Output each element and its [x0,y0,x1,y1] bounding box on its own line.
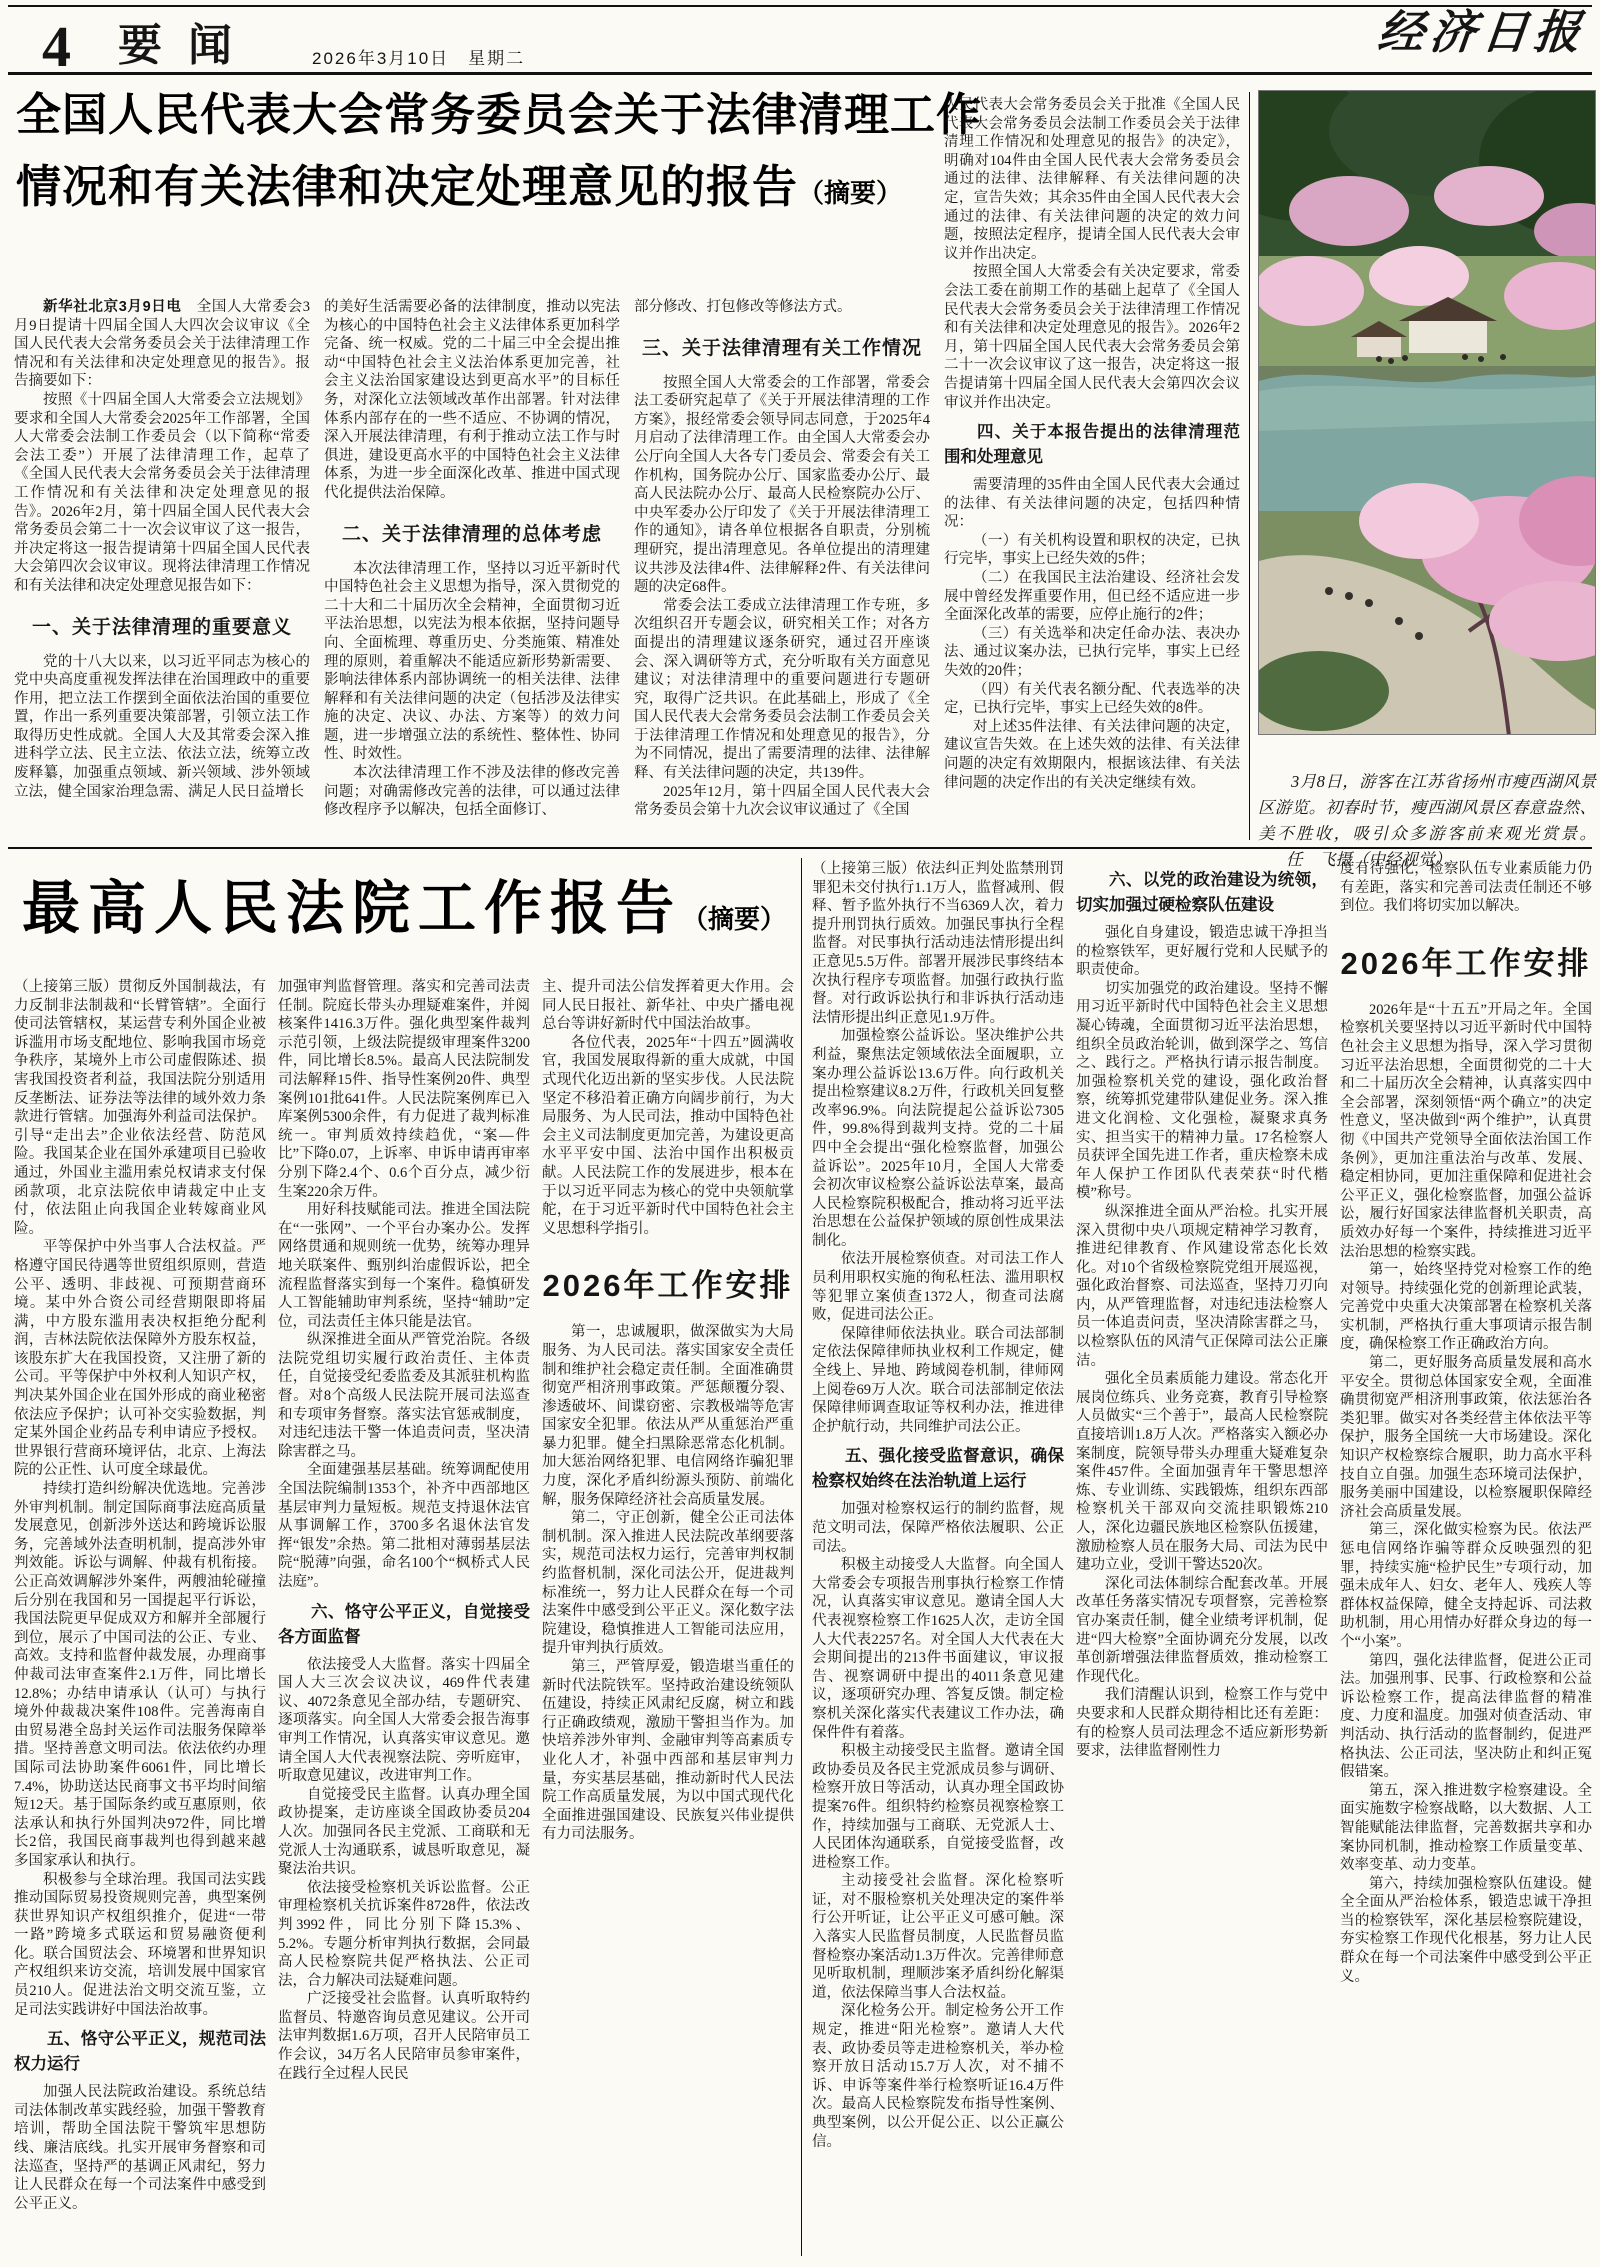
section-heading: 五、恪守公平正义，规范司法权力运行 [14,2030,266,2074]
body-paragraph: 平等保护中外当事人合法权益。严格遵守国民待遇等世贸组织原则，营造公平、透明、非歧视、可预期营商环境。某中外合资公司经营期限即将届满，中方股东滥用表决权拒绝分配利润，吉林法院依法保障外方股东权益，该股东扩大在我国投资，又注册了新的公司。平等保护中外权利人知识产权，判决某外国企业在国外形成的商业秘密依法应予保护；认可补交实验数据，判定某外国企业药品专利申请应予授权。世界银行营商环境评估，北京、上海法院的公正性、认可度全球最优。 [14,1239,266,1479]
body-paragraph: 人民代表大会常务委员会关于批准《全国人民代表大会常务委员会法制工作委员会关于法律清理工作情况和处理意见的报告》的决定》，明确对104件由全国人民代表大会常务委员会通过的法律、法律解释、有关法律问题的决定，宣告失效；其余35件由全国人民代表大会通过的法律、有关法律问题的决定的效力问题，按照法定程序，提请全国人民代表大会审议并作出决定。 [944,97,1240,262]
page-number: 4 [42,14,71,79]
spring-garden-photo-illustration [1259,91,1596,735]
section-heading: 六、恪守公平正义，自觉接受各方面监督 [278,1602,530,1646]
news-photo [1258,90,1596,735]
body-paragraph: 对上述35件法律、有关法律问题的决定，建议宣告失效。在上述失效的法律、有关法律问题的决定有效期限内，根据该法律、有关法律问题的决定作出的有关决定继续有效。 [944,718,1240,791]
body-paragraph: 全面建强基层基础。统筹调配使用全国法院编制1353个，补齐中西部地区基层审判力量短板。规范支持退休法官从事调解工作，3700多名退休法官发挥“银发”余热。第二批相对薄弱基层法院“脱薄”向强，命名100个“枫桥式人民法庭”。 [278,1462,530,1590]
body-paragraph: 加强对检察权运行的制约监督，规范文明司法，保障严格依法履职、公正司法。 [812,1501,1064,1555]
article3-column-1 [812,860,1064,2256]
section-heading: 六、以党的政治建设为统领，切实加强过硬检察队伍建设 [1076,871,1328,914]
body-paragraph: 第五，深入推进数字检察建设。全面实施数字检察战略，以大数据、人工智能赋能法律监督，完善数据共享和办案协同机制，推动检察工作质量变革、效率变革、动力变革。 [1340,1782,1592,1874]
top-rule [8,5,1592,7]
body-paragraph: 第六，持续加强检察队伍建设。健全全面从严治检体系，锻造忠诚干净担当的检察铁军，深化基层检察院建设，夯实检察工作现代化根基，努力让人民群众在每一个司法案件中感受到公平正义。 [1340,1875,1592,1985]
article1-column-2 [324,298,620,838]
body-paragraph: 深化检务公开。制定检务公开工作规定，推进“阳光检察”。邀请人大代表、政协委员等走进检察机关，举办检察开放日活动15.7万人次，对不捕不诉、申诉等案件举行检察听证16.4万件次。最高人民检察院发布指导性案例、典型案例，以公开促公正、以公正赢公信。 [812,2003,1064,2150]
body-paragraph: （二）在我国民主法治建设、经济社会发展中曾经发挥重要作用，但已经不适应进一步全面深化改革的需要，应停止施行的2件； [944,570,1240,624]
body-paragraph: 需要清理的35件由全国人民代表大会通过的法律、有关法律问题的决定，包括四种情况： [944,477,1240,531]
article2-column-3 [542,978,794,2256]
section-heading: 二、关于法律清理的总体考虑 [341,523,602,545]
body-paragraph: 第二，更好服务高质量发展和高水平安全。贯彻总体国家安全观，全面准确贯彻宽严相济刑事政策，依法惩治各类犯罪。做实对各类经营主体依法平等保护，服务全国统一大市场建设。深化知识产权检察综合履职，助力高水平科技自立自强。加强生态环境司法保护，服务美丽中国建设，以检察履职保障经济社会高质量发展。 [1340,1355,1592,1520]
body-paragraph: 第一，忠诚履职，做深做实为大局服务、为人民司法。落实国家安全责任制和维护社会稳定责任制。全面准确贯彻宽严相济刑事政策。严惩颠覆分裂、渗透破坏、间谍窃密、宗教极端等危害国家安全犯罪。依法从严从重惩治严重暴力犯罪。健全扫黑除恶常态化机制。加大惩治网络犯罪、电信网络诈骗犯罪力度，深化矛盾纠纷源头预防、前端化解，服务保障经济社会高质量发展。 [542,1324,794,1508]
body-paragraph: 自觉接受民主监督。认真办理全国政协提案，走访座谈全国政协委员204人次。加强同各民主党派、工商联和无党派人士沟通联系，诚恳听取意见，凝聚法治共识。 [278,1786,530,1878]
headline-suffix: （摘要） [798,178,903,208]
body-paragraph: 加强人民法院政治建设。系统总结司法体制改革实践经验，加强干警教育培训，帮助全国法院干警筑牢思想防线、廉洁底线。扎实开展审务督察和司法巡查，坚持严的基调正风肃纪，努力让人民群众在每一个司法案件中感受到公平正义。 [14,2084,266,2212]
body-paragraph: 新华社北京3月9日电 全国人大常委会3月9日提请十四届全国人大四次会议审议《全国人民代表大会常务委员会关于法律清理工作情况和有关法律和决定处理意见的报告》。报告摘要如下： [14,299,310,390]
article-divider [801,858,802,2256]
article2-column-1 [14,978,266,2256]
body-paragraph: 广泛接受社会监督。认真听取特约监督员、特邀咨询员意见建议。公开司法审判数据1.6万项，召开人民陪审员工作会议，34万名人民陪审员参审案件，在践行全过程人民民 [278,1991,530,2082]
body-paragraph: （三）有关选举和决定任命办法、表决办法、通过议案办法，已执行完毕，事实上已经失效的20件； [944,625,1240,680]
body-paragraph: 我们清醒认识到，检察工作与党中央要求和人民群众期待相比还有差距：有的检察人员司法理念不适应新形势新要求，法律监督刚性力 [1076,1687,1328,1760]
section-heading: 2026年工作安排 [542,1268,794,1304]
body-paragraph: 积极主动接受人大监督。向全国人大常委会专项报告刑事执行检察工作情况，认真落实审议意见。邀请全国人大代表视察检察工作1625人次，走访全国人大代表2257名。对全国人大代表在大会期间提出的213件书面建议，审议报告、视察调研中提出的4011条意见建议，逐项研究办理、答复反馈。制定检察机关深化落实代表建议工作办法，确保件件有着落。 [812,1557,1064,1741]
article2-column-2 [278,978,530,2256]
body-paragraph: 依法接受人大监督。落实十四届全国人大三次会议决议，469件代表建议、4072条意见全部办结，专题研究、逐项落实。向全国人大常委会报告海事审判工作情况，认真落实审议意见。邀请全国人大代表视察法院、旁听庭审，听取意见建议，改进审判工作。 [278,1656,530,1785]
body-paragraph: （一）有关机构设置和职权的决定，已执行完毕，事实上已经失效的5件； [944,532,1240,568]
body-paragraph: 常委会法工委成立法律清理工作专班，多次组织召开专题会议，研究相关工作；对各方面提出的清理建议逐条研究，通过召开座谈会、深入调研等方式，充分听取有关方面意见建议；对法律清理中的重要问题进行专题研究，取得广泛共识。在此基础上，形成了《全国人民代表大会常务委员会法制工作委员会关于法律清理工作情况和处理意见的报告》，分为不同情况，提出了需要清理的法律、法律解释、有关法律问题的决定，共139件。 [634,597,930,782]
headline-line1: 全国人民代表大会常务委员会关于法律清理工作 [16,89,983,140]
body-paragraph: 按照全国人大常委会有关决定要求，常委会法工委在前期工作的基础上起草了《全国人民代表大会常务委员会关于法律清理工作情况和有关法律和决定处理意见的报告》。2026年2月，第十四届全国人民代表大会常务委员会第二十一次会议审议了这一报告，决定将这一报告提请第十四届全国人民代表大会第四次会议审议并作出决定。 [944,264,1240,411]
body-paragraph: 主动接受社会监督。深化检察听证，对不服检察机关处理决定的案件举行公开听证，让公平正义可感可触。深入落实人民监督员制度，人民监督员监督检察办案活动1.3万件次。完善律师意见听取机制，理顺涉案矛盾纠纷化解渠道，依法保障当事人合法权益。 [812,1873,1064,2001]
article1-column-3 [634,298,930,838]
body-paragraph: 积极主动接受民主监督。邀请全国政协委员及各民主党派成员参与调研、检察开放日等活动，认真办理全国政协提案76件。组织特约检察员视察检察工作，持续加强与工商联、无党派人士、人民团体沟通联系，自觉接受监督，改进检察工作。 [812,1743,1064,1871]
article2-headline: 最高人民法院工作报告（摘要） [21,876,787,941]
body-paragraph: 加强审判监督管理。落实和完善司法责任制。院庭长带头办理疑难案件，并阅核案件1416.3万件。强化典型案件裁判示范引领，上级法院提级审理案件3200件，同比增长8.5%。最高人民法院制发司法解释15件、指导性案例20件、典型案例101批641件。人民法院案例库已入库案例5300余件，有力促进了裁判标准统一。审判质效持续趋优，“案—件比”下降0.07，上诉率、申诉申请再审率分别下降2.4个、0.6个百分点，减少衍生案220余万件。 [278,979,530,1200]
body-paragraph: 2026年是“十五五”开局之年。全国检察机关要坚持以习近平新时代中国特色社会主义思想为指导，深入学习贯彻习近平法治思想，全面贯彻党的二十大和二十届历次全会精神，认真落实四中全会部署，深刻领悟“两个确立”的决定性意义，坚决做到“两个维护”，认真贯彻《中国共产党领导全面依法治国工作条例》，更加注重法治与改革、发展、稳定相协同，更加注重保障和促进社会公平正义，强化检察监督，加强公益诉讼，履行好国家法律监督机关职责，高质效办好每一个案件，持续推进习近平法治思想的检察实践。 [1340,1001,1592,1260]
body-paragraph: 本次法律清理工作，坚持以习近平新时代中国特色社会主义思想为指导，深入贯彻党的二十大和二十届历次全会精神，全面贯彻习近平法治思想，以宪法为根本依据，坚持问题导向、全面梳理、尊重历史、分类施策、精准处理的原则，着重解决不能适应新形势新需要、影响法律体系内部协调统一的相关法律、法律解释和有关法律问题的决定（包括涉及法律实施的决定、决议、办法、方案等）的效力问题，进一步增强立法的系统性、整体性、协同性、时效性。 [324,560,620,763]
body-paragraph: 各位代表，2025年“十四五”圆满收官，我国发展取得新的重大成就，中国式现代化迈出新的坚实步伐。人民法院坚定不移沿着正确方向阔步前行，为大局服务、为人民司法，推动中国特色社会主义司法制度更加完善，为建设更高水平平安中国、法治中国作出积极贡献。人民法院工作的发展进步，根本在于以习近平同志为核心的党中央领航掌舵，在于习近平新时代中国特色社会主义思想科学指引。 [542,1034,794,1237]
section-divider-rule [8,847,1592,849]
article3-column-2 [1076,860,1328,2256]
body-paragraph: 深化司法体制综合配套改革。开展改革任务落实情况专项督察，完善检察官办案责任制，健全业绩考评机制，促进“四大检察”全面协调充分发展，以改革创新增强法律监督质效，推动检察工作现代化。 [1076,1575,1328,1685]
newspaper-masthead: 经济日报 [1375,7,1589,58]
body-paragraph: 第三，严管厚爱，锻造堪当重任的新时代法院铁军。坚持政治建设统领队伍建设，持续正风肃纪反腐，树立和践行正确政绩观，激励干警担当作为。加快培养涉外审判、金融审判等高素质专业化人才，补强中西部和基层审判力量，夯实基层基础，推动新时代人民法院工作高质量发展，为以中国式现代化全面推进强国建设、民族复兴伟业提供有力司法服务。 [542,1659,794,1843]
section-heading: 2026年工作安排 [1340,945,1592,981]
body-paragraph: （上接第三版）依法纠正判处监禁刑罚罪犯未交付执行1.1万人，监督减刑、假释、暂予监外执行不当6369人次，着力提升刑罚执行质效。加强民事执行全程监督。对民事执行活动违法情形提出纠正意见5.5万件。部署开展涉民事终结本次执行程序专项监督。加强行政执行监督。对行政诉讼执行和非诉执行活动违法情形提出纠正意见1.9万件。 [812,861,1064,1026]
article1-column-4 [944,96,1240,838]
body-paragraph: 持续打造纠纷解决优选地。完善涉外审判机制。制定国际商事法庭高质量发展意见，创新涉外送达和跨境诉讼服务，完善域外法查明机制，提高涉外审判效能。诉讼与调解、仲裁有机衔接。公正高效调解涉外案件，两艘油轮碰撞后分别在我国和另一国提起平行诉讼，我国法院更早促成双方和解并全部履行到位，展示了中国司法的公正、专业、高效。支持和监督仲裁发展，办理商事仲裁司法审查案件2.1万件，同比增长12.8%；办结申请承认（认可）与执行境外仲裁裁决案件108件。完善海南自由贸易港全岛封关运作司法服务保障举措。坚持善意文明司法。依法依约办理国际司法协助案件6061件，同比增长7.4%，协助送达民商事文书平均时间缩短12天。基于国际条约或互惠原则，依法承认和执行外国判决972件，同比增长2倍，我国民商事裁判也得到越来越多国家承认和执行。 [14,1481,266,1869]
body-paragraph: 第二，守正创新，健全公正司法体制机制。深入推进人民法院改革纲要落实，规范司法权力运行，完善审判权制约监督机制，深化司法公开，促进裁判标准统一，努力让人民群众在每一个司法案件中感受到公平正义。深化数字法院建设，稳慎推进人工智能司法应用，提升审判执行质效。 [542,1510,794,1657]
body-paragraph: （上接第三版）贯彻反外国制裁法，有力反制非法制裁和“长臂管辖”。全面行使司法管辖权，某运营专利外国企业被诉滥用市场支配地位、影响我国市场竞争秩序，某境外上市公司虚假陈述、损害我国投资者利益，我国法院分别适用反垄断法、证券法等法律的域外效力条款进行管辖。加强海外利益司法保护。引导“走出去”企业依法经营、防范风险。我国某企业在国外承建项目已验收通过，外国业主滥用索兑权请求支付保函款项，北京法院依申请裁定中止支付，依法阻止向我国企业转嫁商业风险。 [14,979,266,1237]
body-paragraph: 第三，深化做实检察为民。依法严惩电信网络诈骗等群众反映强烈的犯罪，持续实施“检护民生”专项行动，加强未成年人、妇女、老年人、残疾人等群体权益保障，健全支持起诉、司法救助机制，用心用情办好群众身边的每一个“小案”。 [1340,1522,1592,1650]
body-paragraph: 强化全员素质能力建设。常态化开展岗位练兵、业务竞赛，教育引导检察人员做实“三个善于”，最高人民检察院直接培训1.8万人次。严格落实入额必办案制度，院领导带头办理重大疑难复杂案件457件。全面加强青年干警思想淬炼、专业训练、实践锻炼，组织东西部检察机关干部双向交流挂职锻炼210人，深化边疆民族地区检察队伍援建，激励检察人员在服务大局、司法为民中建功立业，受训干警达520次。 [1076,1371,1328,1574]
body-paragraph: 第一，始终坚持党对检察工作的绝对领导。持续强化党的创新理论武装，完善党中央重大决策部署在检察机关落实机制，严格执行重大事项请示报告制度，确保检察工作正确政治方向。 [1340,1262,1592,1353]
headline-line2: 情况和有关法律和决定处理意见的报告（摘要） [16,161,903,212]
section-heading: 三、关于法律清理有关工作情况 [641,337,922,359]
body-paragraph: 主、提升司法公信发挥着更大作用。会同人民日报社、新华社、中央广播电视总台等讲好新时代中国法治故事。 [542,979,794,1033]
body-paragraph: 的美好生活需要必备的法律制度，推动以宪法为核心的中国特色社会主义法律体系更加科学完备、统一权威。党的二十届三中全会提出推动“中国特色社会主义法治体系更加完善，社会主义法治国家建设达到更高水平”的目标任务，对深化立法领域改革作出部署。针对法律体系内部存在的一些不适应、不协调的情况，深入开展法律清理，有利于推动立法工作与时俱进，建设更高水平的中国特色社会主义法律体系，为进一步全面深化改革、推进中国式现代化提供法治保障。 [324,299,620,501]
body-paragraph: 依法接受检察机关诉讼监督。公正审理检察机关抗诉案件8728件，依法改判3992件，同比分别下降15.3%、5.2%。专题分析审判执行数据，会同最高人民检察院共促严格执法、公正司法，合力解决司法疑难问题。 [278,1879,530,1989]
body-paragraph: 保障律师依法执业。联合司法部制定依法保障律师执业权利工作规定，健全线上、异地、跨域阅卷机制，律师网上阅卷69万人次。联合司法部制定依法保障律师调查取证等权利办法，推进律企护航行动，共同维护司法公正。 [812,1325,1064,1435]
column-divider [1249,92,1250,840]
body-paragraph: （四）有关代表名额分配、代表选举的决定，已执行完毕，事实上已经失效的8件。 [944,681,1240,717]
section-heading: 五、强化接受监督意识，确保检察权始终在法治轨道上运行 [812,1447,1064,1491]
body-paragraph: 第四，强化法律监督，促进公正司法。加强刑事、民事、行政检察和公益诉讼检察工作，提高法律监督的精准度、力度和温度。加强对侦查活动、审判活动、执行活动的监督制约，促进严格执法、公正司法，坚决防止和纠正冤假错案。 [1340,1652,1592,1781]
body-paragraph: 依法开展检察侦查。对司法工作人员利用职权实施的徇私枉法、滥用职权等犯罪立案侦查1372人，彻查司法腐败，促进司法公正。 [812,1251,1064,1324]
header-rule [8,72,1592,75]
body-paragraph: 积极参与全球治理。我国司法实践推动国际贸易投资规则完善，典型案例获世界知识产权组织推介，促进“一带一路”跨境多式联运和贸易融资便利化。联合国贸法会、环境署和世界知识产权组织来访交流，培训发展中国家官员210人。促进法治文明交流互鉴，立足司法实践讲好中国法治故事。 [14,1871,266,2018]
body-paragraph: 部分修改、打包修改等修法方式。 [634,299,852,315]
section-heading: 一、关于法律清理的重要意义 [31,616,292,638]
article1-column-1 [14,298,310,838]
body-paragraph: 按照全国人大常委会的工作部署，常委会法工委研究起草了《关于开展法律清理的工作方案》，报经常委会领导同志同意，于2025年4月启动了法律清理工作。由全国人大常委会办公厅向全国人大各专门委员会、常委会有关工作机构，国务院办公厅、国家监委办公厅、最高人民法院办公厅、最高人民检察院办公厅、中央军委办公厅印发了《关于开展法律清理工作的通知》，请各单位根据各自职责，分别梳理研究，提出清理意见。各单位提出的清理建议共涉及法律4件、法律解释2件、有关法律问题的决定68件。 [634,374,930,596]
body-paragraph: 纵深推进全面从严治检。扎实开展深入贯彻中央八项规定精神学习教育，推进纪律教育、作风建设常态化长效化。对10个省级检察院党组开展巡视，强化政治督察、司法巡查，坚持刀刃向内，从严管理监督，对违纪违法检察人员一体追责问责，坚决清除害群之马，以检察队伍的风清气正保障司法公正廉洁。 [1076,1203,1328,1369]
article2-headline-suffix: （摘要） [682,904,787,934]
body-paragraph: 强化自身建设，锻造忠诚干净担当的检察铁军，更好履行党和人民赋予的职责使命。 [1076,925,1328,979]
article1-headline [16,88,983,214]
section-title: 要闻 [118,21,258,70]
body-paragraph: 本次法律清理工作不涉及法律的修改完善问题；对确需修改完善的法律，可以通过法律修改程序予以解决，包括全面修订、 [324,765,620,819]
body-paragraph: 切实加强党的政治建设。坚持不懈用习近平新时代中国特色社会主义思想凝心铸魂，全面贯彻习近平法治思想，组织全员政治轮训，做到深学之、笃信之、践行之。严格执行请示报告制度。加强检察机关党的建设，强化政治督察，统筹抓党建带队建促业务。深入推进文化润检、文化强检，凝聚求真务实、担当实干的精神力量。17名检察人员获评全国先进工作者，重庆检察未成年人保护工作团队代表荣获“时代楷模”称号。 [1076,980,1328,1202]
body-paragraph: 加强检察公益诉讼。坚决维护公共利益，聚焦法定领域依法全面履职，立案办理公益诉讼13.6万件。向行政机关提出检察建议8.2万件，行政机关回复整改率96.9%。向法院提起公益诉讼7305件，99.8%得到裁判支持。党的二十届四中全会提出“强化检察监督，加强公益诉讼”。2025年10月，全国人大常委会初次审议检察公益诉讼法草案，最高人民检察院积极配合，推动将习近平法治思想在公益保护领域的原创性成果法制化。 [812,1028,1064,1249]
body-paragraph: 按照《十四届全国人大常委会立法规划》要求和全国人大常委会2025年工作部署，全国人大常委会法制工作委员会（以下简称“常委会法工委”）开展了法律清理工作，起草了《全国人民代表大会常务委员会关于法律清理工作情况和有关法律和决定处理意见的报告》。2026年2月，第十四届全国人民代表大会常务委员会第二十一次会议审议了这一报告，并决定将这一报告提请第十四届全国人民代表大会第四次会议审议。现将法律清理工作情况和有关法律和决定处理意见报告如下： [14,391,310,594]
body-paragraph: 纵深推进全面从严管党治院。各级法院党组切实履行政治责任、主体责任，自觉接受纪委监委及其派驻机构监督。对8个高级人民法院开展司法巡查和专项审务督察。落实法官惩戒制度，对违纪违法干警一体追责问责，坚决清除害群之马。 [278,1332,530,1460]
body-paragraph: 度有待强化，检察队伍专业素质能力仍有差距，落实和完善司法责任制还不够到位。我们将切实加以解决。 [1340,861,1592,915]
body-paragraph: 党的十八大以来，以习近平同志为核心的党中央高度重视发挥法律在治国理政中的重要作用，把立法工作摆到全面依法治国的重要位置，作出一系列重要决策部署，引领立法工作取得历史性成就。全国人大及其常委会深入推进科学立法、民主立法、依法立法，统筹立改废释纂，加强重点领域、新兴领域、涉外领域立法，健全国家治理急需、满足人民日益增长 [14,653,310,800]
section-heading: 四、关于本报告提出的法律清理范围和处理意见 [944,423,1240,467]
body-paragraph: 2025年12月，第十四届全国人民代表大会常务委员会第十九次会议审议通过了《全国 [634,783,930,819]
photo-caption: 3月8日，游客在江苏省扬州市瘦西湖风景区游览。初春时节，瘦西湖风景区春意盎然、美不胜收，吸引众多游客前来观光赏景。任 飞摄（中经视觉） [1258,771,1596,869]
date-line: 2026年3月10日 星期二 [312,49,526,68]
body-paragraph: 用好科技赋能司法。推进全国法院在“一张网”、一个平台办案办公。发挥网络贯通和规则统一优势，统筹办理异地关联案件、甄别纠治虚假诉讼，把全流程监督落实到每一个案件。稳慎研发人工智能辅助审判系统，坚持“辅助”定位，司法责任主体只能是法官。 [278,1202,530,1330]
photo-credit: 任 飞摄（中经视觉） [1286,849,1451,869]
article3-column-3 [1340,860,1592,2256]
